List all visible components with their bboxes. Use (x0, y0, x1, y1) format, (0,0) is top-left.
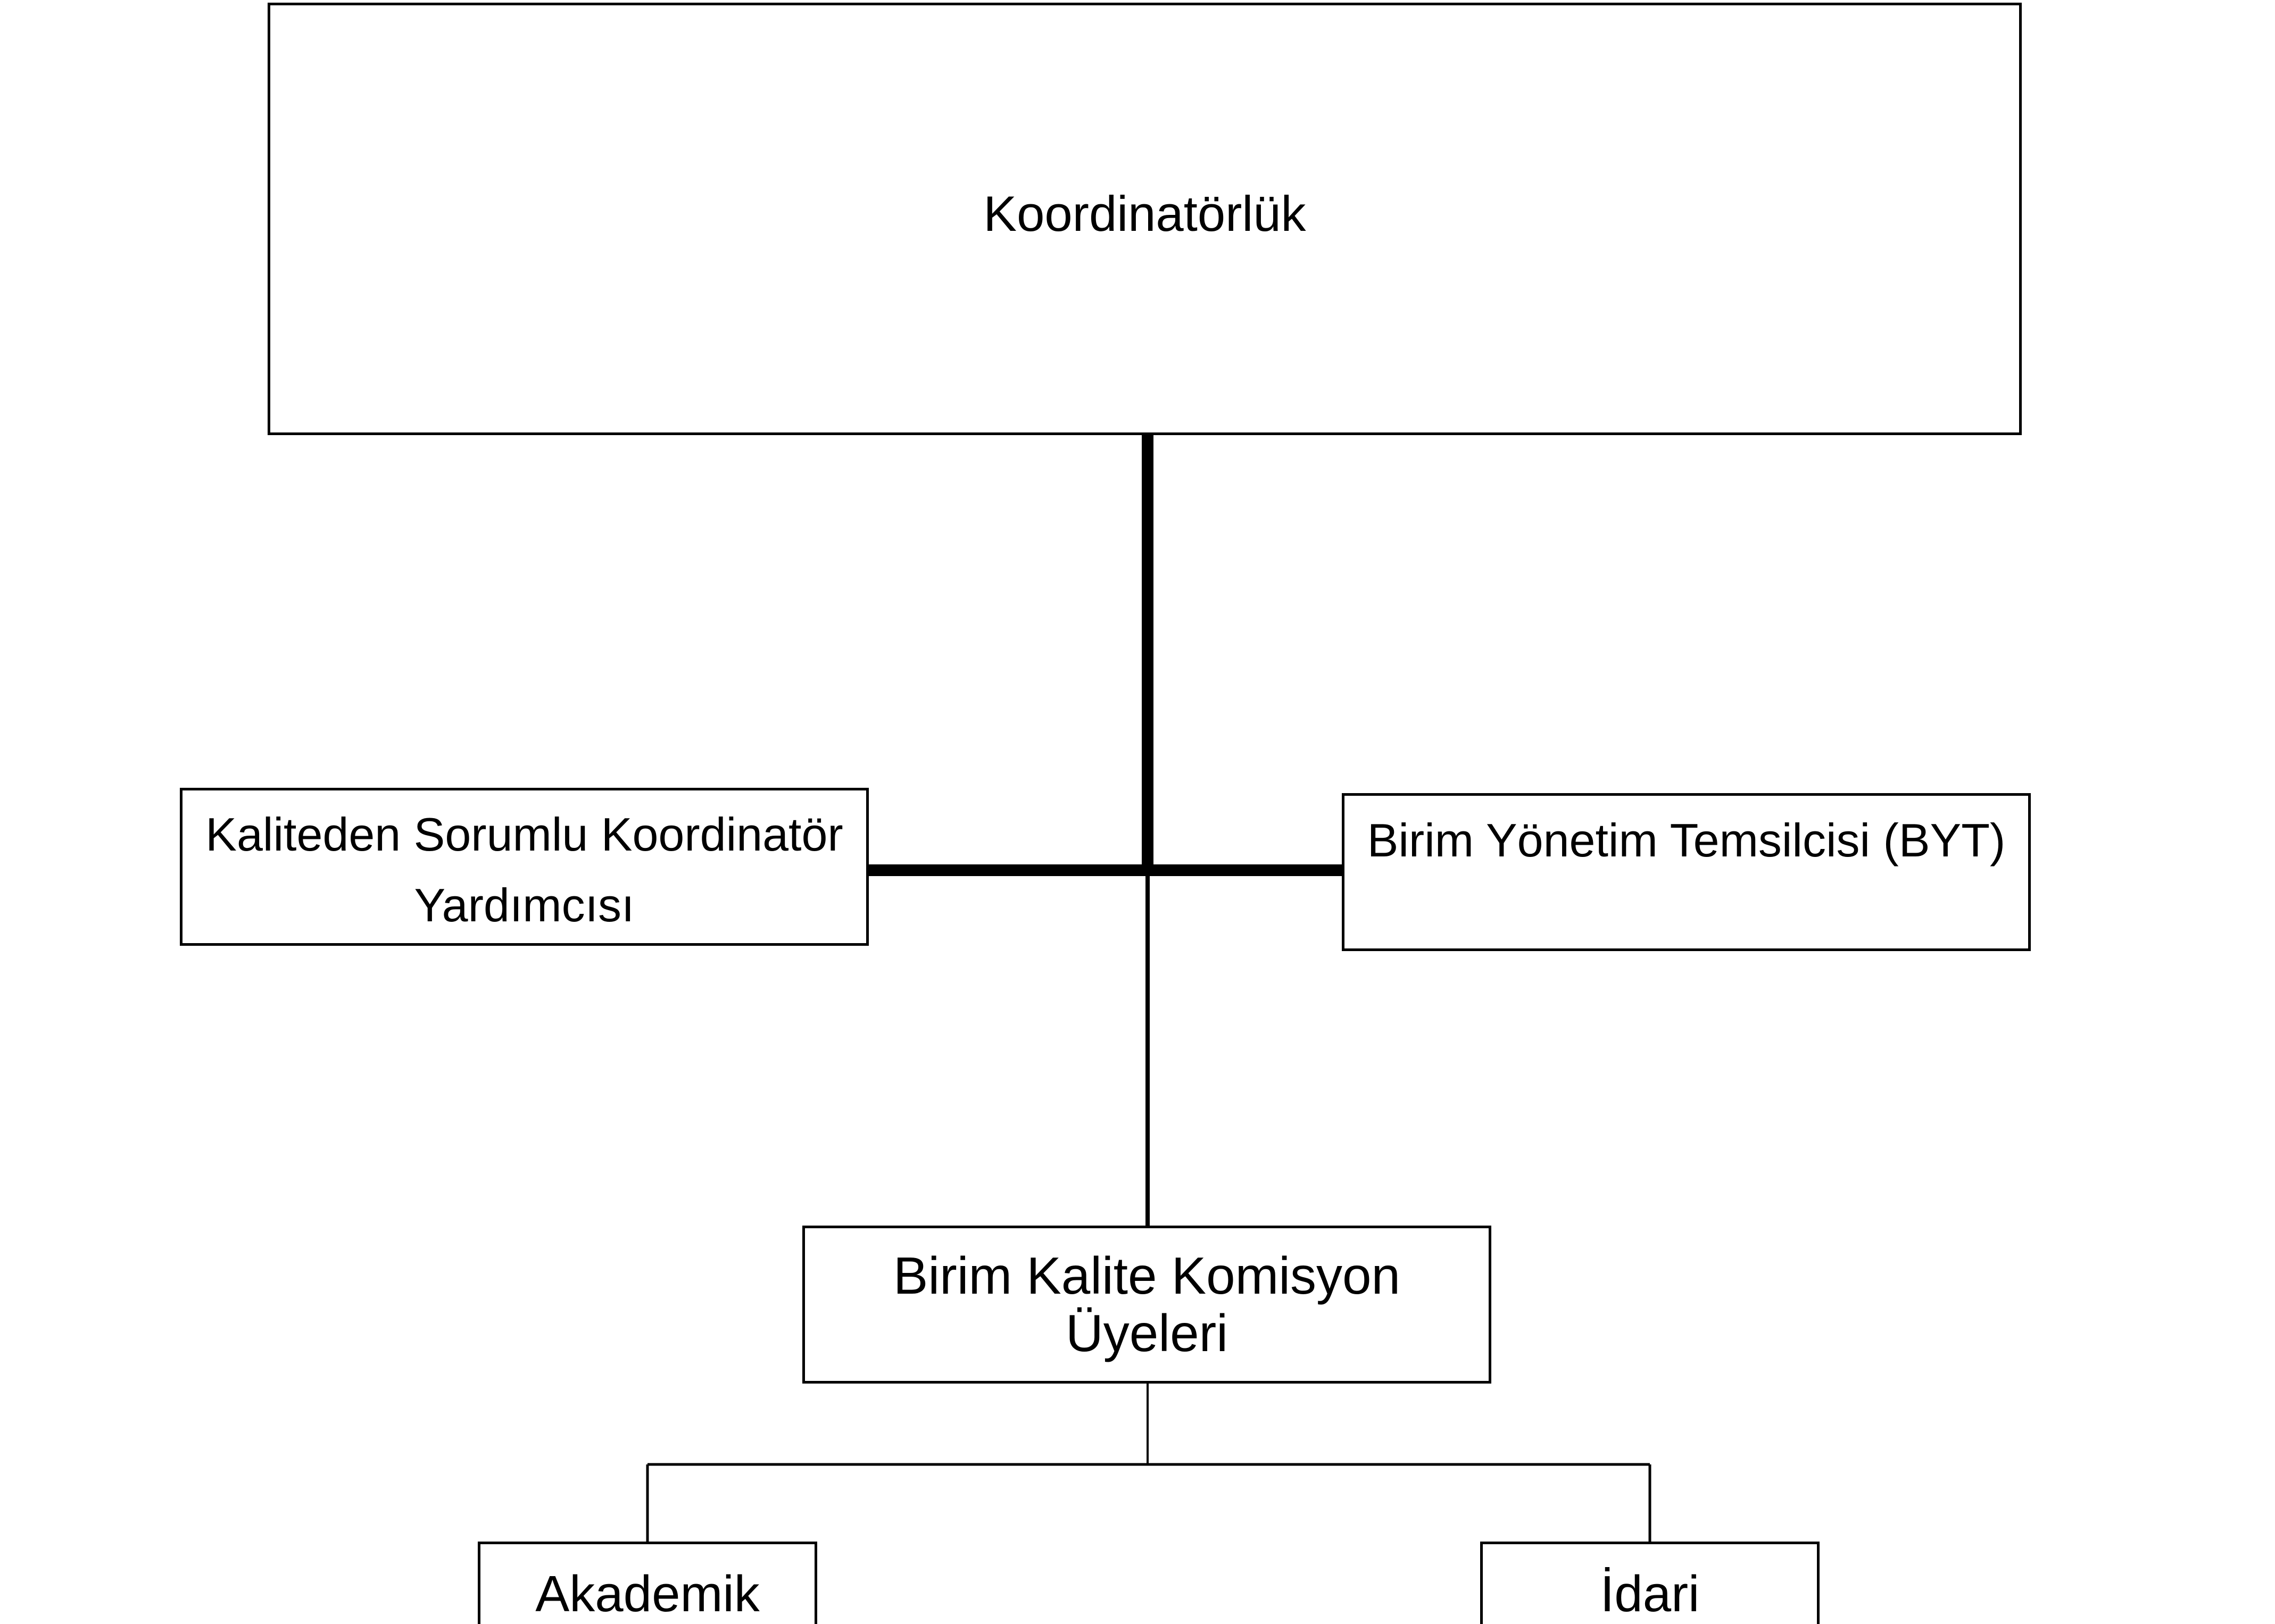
koordinator-yardimcisi-label-line2: Yardımcısı (414, 878, 635, 931)
akademik-box (478, 1542, 817, 1624)
kalite-komisyon-label-line2: Üyeleri (1066, 1303, 1228, 1362)
kalite-komisyon-uyeleri-box (802, 1226, 1491, 1384)
kalite-komisyon-label-line1: Birim Kalite Komisyon (893, 1246, 1401, 1305)
birim-yonetim-temsilcisi-box (1342, 793, 2031, 951)
koordinator-yardimcisi-label-line1: Kaliteden Sorumlu Koordinatör (205, 808, 843, 861)
idari-label: İdari (1600, 1565, 1700, 1622)
idari-box (1480, 1542, 1820, 1624)
koordinatorluk-label: Koordinatörlük (983, 185, 1306, 241)
birim-yonetim-temsilcisi-label: Birim Yönetim Temsilcisi (BYT) (1367, 814, 2006, 867)
koordinatorluk-box (268, 3, 2022, 435)
akademik-label: Akademik (535, 1565, 760, 1622)
koordinator-yardimcisi-box (180, 788, 869, 946)
